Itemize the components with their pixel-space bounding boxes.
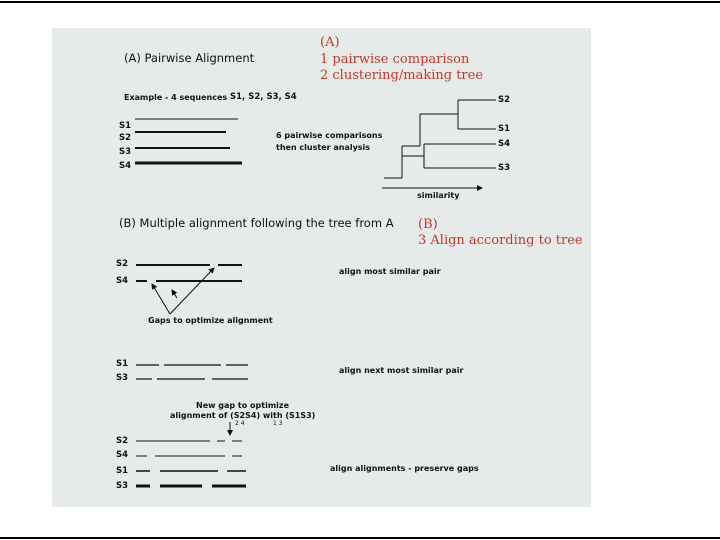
seq-label: S1 — [116, 466, 129, 476]
seq-label: S1 — [116, 359, 129, 369]
annotation-a-title: (A) — [320, 35, 340, 50]
tree-leaf-label: S2 — [498, 95, 511, 105]
seq-label: S3 — [116, 373, 129, 383]
example-sequence-list: S1, S2, S3, S4 — [230, 92, 297, 102]
top-border — [0, 1, 720, 3]
step1-note: align most similar pair — [339, 267, 441, 276]
step2-alignment — [136, 365, 248, 379]
gaps-note: Gaps to optimize alignment — [148, 316, 273, 325]
panel-b-title: (B) Multiple alignment following the tree from A — [119, 216, 394, 230]
tree-leaf-label: S4 — [498, 139, 511, 149]
annotation-a-step1: 1 pairwise comparison — [320, 52, 470, 67]
seq-label: S2 — [116, 259, 129, 269]
similarity-axis-label: similarity — [417, 191, 460, 200]
seq-label: S1 — [119, 121, 132, 131]
seq-label: S4 — [119, 161, 132, 171]
gap-arrow — [172, 290, 177, 298]
tree-leaf-label: S3 — [498, 163, 511, 173]
new-gap-note: New gap to optimize — [196, 401, 289, 410]
seq-label: S3 — [119, 147, 132, 157]
example-caption: Example - 4 sequences — [124, 93, 228, 102]
annotation-b-title: (B) — [418, 217, 438, 232]
comparison-note: 6 pairwise comparisons — [276, 131, 383, 140]
bottom-border — [0, 537, 720, 539]
diagram-graphics — [52, 28, 591, 507]
slide-figure-panel — [52, 28, 591, 507]
seq-label: S2 — [119, 133, 132, 143]
step2-note: align next most similar pair — [339, 366, 464, 375]
step1-alignment — [136, 265, 242, 281]
gap-arrow — [152, 284, 170, 314]
gap-arrow — [170, 268, 214, 314]
cluster-note: then cluster analysis — [276, 143, 371, 152]
annotation-b-step3: 3 Align according to tree — [418, 233, 583, 248]
seq-label: S4 — [116, 450, 129, 460]
step3-alignment — [136, 441, 246, 486]
seq-label: S2 — [116, 436, 129, 446]
guide-tree — [384, 100, 496, 178]
new-gap-note-detail: alignment of (S2S4) with (S1S3) — [170, 411, 316, 420]
subscript-label: 2 4 — [235, 420, 245, 427]
tree-leaf-label: S1 — [498, 124, 511, 134]
annotation-a-step2: 2 clustering/making tree — [320, 68, 484, 83]
seq-label: S3 — [116, 481, 129, 491]
panel-a-title: (A) Pairwise Alignment — [124, 51, 255, 65]
subscript-label: 1 3 — [273, 420, 283, 427]
step3-note: align alignments - preserve gaps — [330, 464, 479, 473]
seq-label: S4 — [116, 276, 129, 286]
